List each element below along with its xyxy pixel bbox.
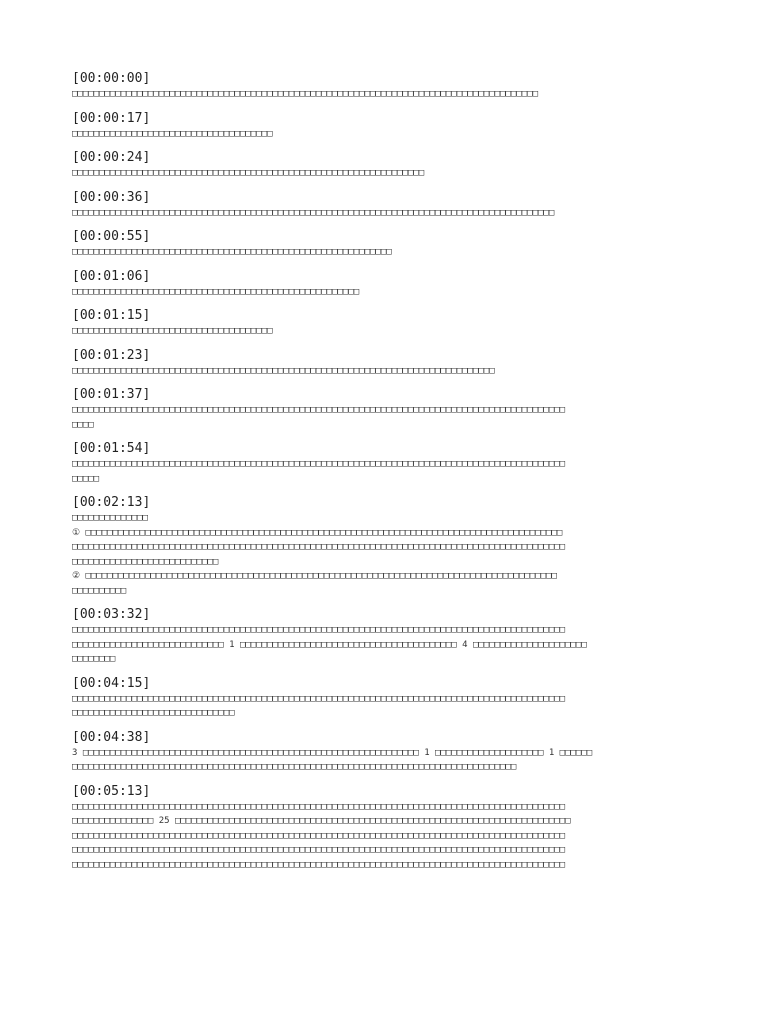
- transcript-line: ① □□□□□□□□□□□□□□□□□□□□□□□□□□□□□□□□□□□□□□□□□□□□□□□□□□□□□□□□□□□□□□□□□□□□□□□□□□□□□□□□□□□□□□□□: [72, 527, 563, 538]
- transcript-entry: [72, 783, 696, 873]
- transcript-entry: [72, 386, 696, 432]
- transcript-entry: [72, 70, 696, 102]
- transcript-line: □□□□□□□□□□□□□□□□□□□□□□□□□□□□ 1 □□□□□□□□□□□□□□□□□□□□□□□□□□□□□□□□□□□□□□□□ 4 □□□□□□□□□□□□□□□□□□□□□: [72, 639, 587, 650]
- transcript-line: □□□□□□□□□□□□□□□□□□□□□□□□□□□□□□□□□□□□□□□□□□□□□□□□□□□□□□□□□□□□□□□□□□□□□□□□□□□□□□□□□□□□□□□□□□□: [72, 830, 566, 841]
- timestamp: [00:04:38]: [72, 729, 151, 745]
- timestamp: [00:00:00]: [72, 71, 151, 86]
- transcript-line: □□□□□□□□□□□□□□□□□□□□□□□□□□□: [72, 556, 219, 567]
- transcript-line: □□□□□□□□□□□□□□□ 25 □□□□□□□□□□□□□□□□□□□□□□□□□□□□□□□□□□□□□□□□□□□□□□□□□□□□□□□□□□□□□□□□□□□□□□□□□: [72, 816, 571, 826]
- timestamp: [00:01:06]: [72, 268, 151, 284]
- timestamp: [00:00:55]: [72, 229, 151, 244]
- transcript-line: □□□□□□□□□□□□□□□□□□□□□□□□□□□□□□□□□□□□□□□□□□□□□□□□□□□□□□□□□□□□□□□□□□□□□□□□□□□□□□: [72, 365, 495, 376]
- transcript-entry: [72, 228, 696, 260]
- timestamp: [00:02:13]: [72, 495, 151, 510]
- transcript-entry: [72, 606, 696, 667]
- timestamp: [00:04:15]: [72, 675, 151, 691]
- timestamp: [00:01:37]: [72, 387, 151, 402]
- transcript-line: □□□□□□□□□□□□□□□□□□□□□□□□□□□□□□□□□□□□□: [72, 128, 273, 139]
- timestamp: [00:01:23]: [72, 347, 151, 363]
- transcript-line: □□□□□□□□□□□□□□□□□□□□□□□□□□□□□□□□□□□□□□□□□□□□□□□□□□□□□□□□□□□□□□□□□□□□□□□□□□□□□□□□□□□□□□□□□□□: [72, 801, 566, 812]
- transcript-line: □□□□□□□□□□□□□□□□□□□□□□□□□□□□□□□□□□□□□□□□□□□□□□□□□□□□□□□□□□□□□□□□□□□□□□□□□□□□□□□□□□: [72, 762, 517, 772]
- transcript-entry: [72, 494, 696, 598]
- transcript-line: □□□□□□□□□□□□□□□□□□□□□□□□□□□□□□□□□□□□□□□□□□□□□□□□□□□□□□□□□□□□□□□□□□□□□□□□□□□□□□□□□□□□□□□□□□□: [72, 405, 566, 415]
- timestamp: [00:01:54]: [72, 441, 151, 456]
- timestamp: [00:00:24]: [72, 150, 151, 165]
- transcript-entry: [72, 189, 696, 221]
- transcript-entry: [72, 347, 696, 379]
- transcript-line: □□□□□□□□□□□□□□□□□□□□□□□□□□□□□□□□□□□□□: [72, 326, 273, 336]
- transcript-line: □□□□□□□□□□□□□□□□□□□□□□□□□□□□□□□□□□□□□□□□□□□□□□□□□□□□□□□□□□□□□□□□□□□□□□□□□□□□□□□□□□□□□□□□□□□: [72, 693, 566, 704]
- transcript-line: □□□□□□□□□□□□□□□□□□□□□□□□□□□□□□□□□□□□□□□□□□□□□□□□□□□□□□□□□□□□□□□□□□□□□□□□□□□□□□□□□□□□□□□□□□□: [72, 859, 566, 870]
- transcript-line: □□□□□□□□□□□□□□□□□□□□□□□□□□□□□□□□□□□□□□□□□□□□□□□□□□□□□□□□□□□□□□□□□□□□□□□□□□□□□□□□□□□□□□□□□□□: [72, 542, 566, 552]
- transcript-line: □□□□□□□□□□□□□□□□□□□□□□□□□□□□□□□□□□□□□□□□□□□□□□□□□□□□□□□□□□□□□□□□□□□□□□□□□□□□□□□□□□□□□□□□□□□: [72, 459, 566, 469]
- transcript-line: □□□□□□□□: [72, 654, 116, 664]
- transcript-line: 3 □□□□□□□□□□□□□□□□□□□□□□□□□□□□□□□□□□□□□□□□□□□□□□□□□□□□□□□□□□□□□□ 1 □□□□□□□□□□□□□□□□□□□□ 1 □□□□□□: [72, 747, 593, 758]
- transcript-line: □□□□□□□□□□□□□□□□□□□□□□□□□□□□□□□□□□□□□□□□□□□□□□□□□□□□□□□□□□□□□□□□□□□□□□□□□□□□□□□□□□□□□□: [72, 89, 538, 99]
- transcript-line: □□□□□: [72, 473, 100, 484]
- transcript-body: [72, 70, 696, 872]
- transcript-line: □□□□□□□□□□□□□□□□□□□□□□□□□□□□□□□□□□□□□□□□□□□□□□□□□□□□□□□□□□□: [72, 247, 392, 257]
- timestamp: [00:05:13]: [72, 783, 151, 799]
- transcript-line: □□□□: [72, 419, 94, 430]
- transcript-entry: [72, 268, 696, 300]
- transcript-line: □□□□□□□□□□□□□□: [72, 513, 148, 523]
- transcript-entry: [72, 729, 696, 775]
- transcript-entry: [72, 307, 696, 339]
- timestamp: [00:01:15]: [72, 308, 151, 323]
- transcript-entry: [72, 440, 696, 486]
- transcript-line: □□□□□□□□□□□□□□□□□□□□□□□□□□□□□□□□□□□□□□□□□□□□□□□□□□□□□□□□□□□□□□□□□□□□□□□□□□□□□□□□□□□□□□□□□□□: [72, 845, 566, 855]
- transcript-entry: [72, 110, 696, 142]
- transcript-entry: [72, 675, 696, 721]
- timestamp: [00:00:36]: [72, 189, 151, 205]
- transcript-entry: [72, 149, 696, 181]
- transcript-line: □□□□□□□□□□□□□□□□□□□□□□□□□□□□□□□□□□□□□□□□□□□□□□□□□□□□□□□□□□□□□□□□□: [72, 168, 425, 178]
- transcript-line: □□□□□□□□□□□□□□□□□□□□□□□□□□□□□□: [72, 708, 235, 718]
- transcript-line: □□□□□□□□□□: [72, 585, 127, 596]
- transcript-line: ② □□□□□□□□□□□□□□□□□□□□□□□□□□□□□□□□□□□□□□□□□□□□□□□□□□□□□□□□□□□□□□□□□□□□□□□□□□□□□□□□□□□□□□□: [72, 571, 557, 581]
- timestamp: [00:03:32]: [72, 607, 151, 622]
- transcript-line: □□□□□□□□□□□□□□□□□□□□□□□□□□□□□□□□□□□□□□□□□□□□□□□□□□□□□□□□□□□□□□□□□□□□□□□□□□□□□□□□□□□□□□□□□: [72, 207, 555, 218]
- transcript-line: □□□□□□□□□□□□□□□□□□□□□□□□□□□□□□□□□□□□□□□□□□□□□□□□□□□□□: [72, 286, 360, 297]
- transcript-line: □□□□□□□□□□□□□□□□□□□□□□□□□□□□□□□□□□□□□□□□□□□□□□□□□□□□□□□□□□□□□□□□□□□□□□□□□□□□□□□□□□□□□□□□□□□: [72, 625, 566, 635]
- timestamp: [00:00:17]: [72, 110, 151, 126]
